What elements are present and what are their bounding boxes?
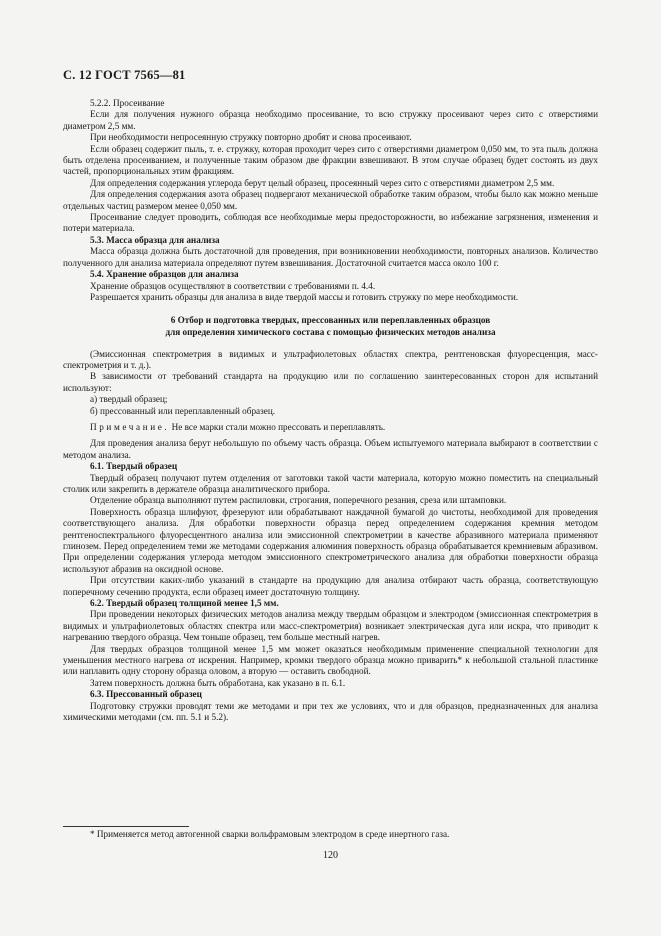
subsection-heading-63: 6.3. Прессованный образец bbox=[90, 689, 202, 700]
paragraph: При необходимости непросеянную стружку повторно дробят и снова просеивают. bbox=[90, 132, 412, 143]
list-item: а) твердый образец; bbox=[90, 394, 168, 405]
paragraph: Масса образца должна быть достаточной для проведения, при возникновении необходимости, повторных анализов. Количество полученного для анализа материала определяют путем взвешивания. Достаточной считается масса около 100 г. bbox=[63, 246, 598, 268]
footnote: * Применяется метод автогенной сварки вольфрамовым электродом в среде инертного газа. bbox=[90, 829, 450, 839]
section-6-title bbox=[83, 315, 578, 338]
section-6-title-line-2: для определения химического состава с помощью физических методов анализа bbox=[165, 326, 496, 337]
paragraph: Поверхность образца шлифуют, фрезеруют или обрабатывают наждачной бумагой до чистоты, необходимой для проведения соответствующего анализа. Для обработки поверхности образца перед определением содержания кремния методом рентгеноспектрального флуоресцентного анализа или эмиссионной спектрометрии в качестве абразивного материала применяют глинозем. Перед определением теми же методами содержания алюминия поверхность образца обрабатывается кремниевым абразивом. При определении содержания углерода методом эмиссионного спектрометрического анализа для обработки поверхности образца используют абразив на оксидной основе. bbox=[63, 506, 598, 574]
page-number: 120 bbox=[323, 850, 338, 861]
paragraph: Для проведения анализа берут небольшую по объему часть образца. Объем испытуемого материала выбирают в соответствии с методом анализа. bbox=[63, 438, 598, 460]
section-6-title-line-1: 6 Отбор и подготовка твердых, прессованных или переплавленных образцов bbox=[170, 315, 491, 326]
paragraph: В зависимости от требований стандарта на продукцию или по соглашению заинтересованных сторон для испытаний используют: bbox=[63, 371, 598, 393]
list-item: б) прессованный или переплавленный образец. bbox=[90, 405, 276, 416]
paragraph: (Эмиссионная спектрометрия в видимых и ультрафиолетовых областях спектра, рентгеновская флуоресценция, масс-спектрометрия и т. д.). bbox=[63, 348, 598, 370]
page-content bbox=[63, 98, 598, 724]
paragraph: Затем поверхность должна быть обработана, как указано в п. 6.1. bbox=[90, 677, 346, 688]
paragraph: При отсутствии каких-либо указаний в стандарте на продукцию для анализа отбирают часть образца, соответствующую поперечному сечению продукта, если образец имеет достаточную толщину. bbox=[63, 575, 598, 597]
paragraph: Хранение образцов осуществляют в соответствии с требованиями п. 4.4. bbox=[90, 280, 376, 291]
footnote-divider bbox=[63, 826, 189, 827]
paragraph: Если образец содержит пыль, т. е. стружку, которая проходит через сито с отверстиями диаметром 0,050 мм, то эта пыль должна быть отделена просеиванием, и полученные таким образом две фракции взвешивают. В этом случае образец будет состоять из двух частей, пропорциональных этим фракциям. bbox=[63, 143, 598, 177]
subsection-heading-62: 6.2. Твердый образец толщиной менее 1,5 мм. bbox=[90, 598, 279, 609]
paragraph: Для твердых образцов толщиной менее 1,5 мм может оказаться необходимым применение специальной технологии для уменьшения местного нагрева от искрения. Например, кромки твердого образца можно приварить* к небольшой стальной пластинке или наплавить одну сторону образца оловом, а вторую — оставить свободной. bbox=[63, 643, 598, 677]
paragraph: Твердый образец получают путем отделения от заготовки такой части материала, которую можно поместить на специальный столик или закрепить в держателе образца аналитического прибора. bbox=[63, 472, 598, 494]
subsection-heading-522: 5.2.2. Просеивание bbox=[90, 98, 165, 108]
paragraph: Подготовку стружки проводят теми же методами и при тех же условиях, что и для образцов, предназначенных для анализа химическими методами (см. пп. 5.1 и 5.2). bbox=[63, 700, 598, 723]
paragraph: Отделение образца выполняют путем распиловки, строгания, поперечного резания, среза или штамповки. bbox=[90, 495, 507, 506]
note-text: Не все марки стали можно прессовать и переплавлять. bbox=[169, 421, 386, 432]
paragraph: Для определения содержания азота образец подвергают механической обработке таким образом, чтобы было как можно меньше отдельных частиц размером менее 0,050 мм. bbox=[63, 189, 598, 211]
subsection-heading-53: 5.3. Масса образца для анализа bbox=[90, 234, 220, 245]
note-label: Примечание. bbox=[90, 421, 170, 432]
paragraph: При проведении некоторых физических методов анализа между твердым образцом и электродом (эмиссионная спектрометрия в видимых и ультрафиолетовых областях спектра или масс-спектрометрия) возникает электрическая дуга или искра, что приводит к нагреванию твердого образца. Чем тоньше образец, тем больше местный нагрев. bbox=[63, 609, 598, 643]
subsection-heading-54: 5.4. Хранение образцов для анализа bbox=[90, 269, 239, 280]
subsection-heading-61: 6.1. Твердый образец bbox=[90, 461, 178, 472]
paragraph: Разрешается хранить образцы для анализа в виде твердой массы и готовить стружку по мере необходимости. bbox=[90, 291, 519, 302]
note bbox=[63, 422, 598, 433]
paragraph: Для определения содержания углерода берут целый образец, просеянный через сито с отверстиями диаметром 2,5 мм. bbox=[90, 177, 555, 188]
page-header: С. 12 ГОСТ 7565—81 bbox=[63, 68, 186, 82]
paragraph: Если для получения нужного образца необходимо просеивание, то всю стружку просеивают через сито с отверстиями диаметром 2,5 мм. bbox=[63, 109, 598, 131]
paragraph: Просеивание следует проводить, соблюдая все необходимые меры предосторожности, во избежание загрязнения, изменения и потери материала. bbox=[63, 212, 598, 234]
